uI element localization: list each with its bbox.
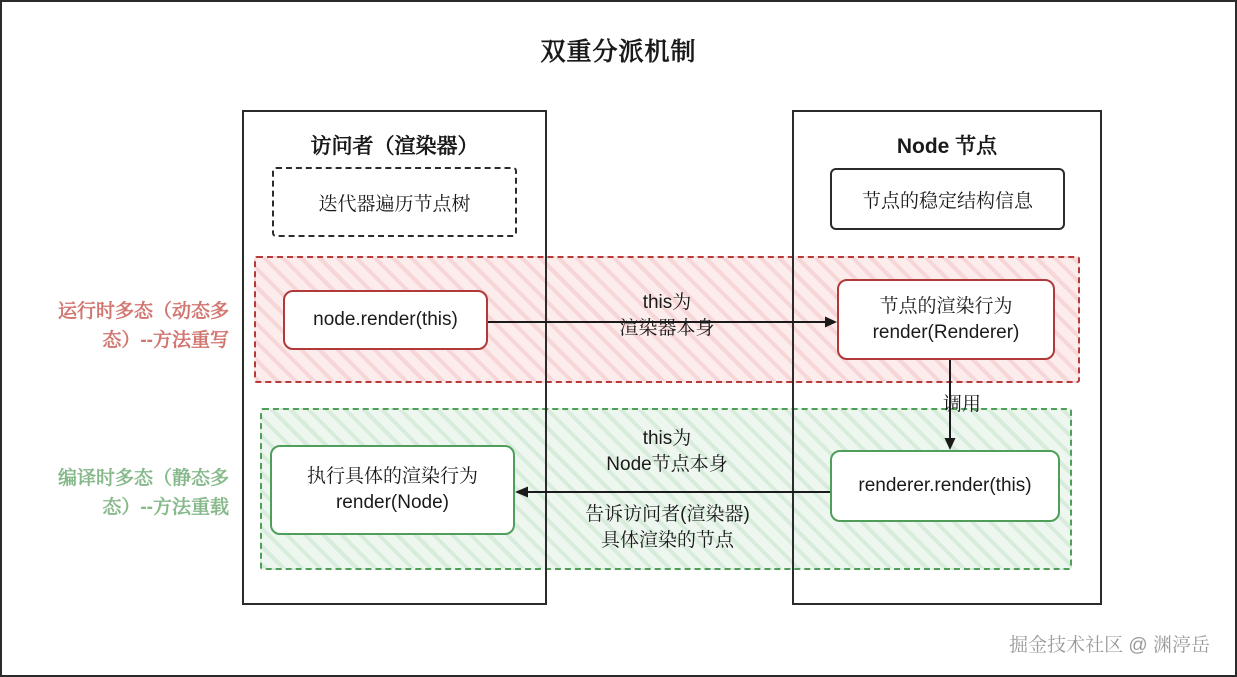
this-node-line2: Node节点本身 xyxy=(606,453,728,475)
page-title: 双重分派机制 xyxy=(540,38,697,66)
arrow-node-to-visitor xyxy=(515,480,833,504)
compile-polymorphism-label: 编译时多态（静态多态）--方法重载 xyxy=(57,468,229,519)
node-structure-note: 节点的稳定结构信息 xyxy=(830,168,1065,230)
node-render-behavior-line2: render(Renderer) xyxy=(872,321,1020,343)
visitor-column-title: 访问者（渲染器） xyxy=(310,135,479,158)
runtime-polymorphism-label: 运行时多态（动态多态）--方法重写 xyxy=(57,301,229,352)
arrow-label-this-renderer xyxy=(557,290,777,341)
this-node-line1: this为 xyxy=(642,428,692,449)
node-render-behavior-line1: 节点的渲染行为 xyxy=(879,295,1013,317)
node-column-title: Node 节点 xyxy=(896,135,998,158)
tell-visitor-line2: 具体渲染的节点 xyxy=(600,529,734,551)
execute-render-behavior-box xyxy=(270,445,515,535)
arrow-label-this-node xyxy=(547,426,787,477)
node-render-this-box: node.render(this) xyxy=(283,290,488,350)
watermark: 掘金技术社区 @ 渊渟岳 xyxy=(1009,635,1210,656)
execute-render-line2: render(Node) xyxy=(335,492,449,513)
this-renderer-line2: 渲染器本身 xyxy=(619,317,715,339)
visitor-iterator-note: 迭代器遍历节点树 xyxy=(272,167,517,237)
renderer-render-this-box: renderer.render(this) xyxy=(830,450,1060,522)
node-render-behavior-box xyxy=(837,279,1055,360)
this-renderer-line1: this为 xyxy=(642,292,692,313)
arrow-label-tell-visitor xyxy=(530,502,805,553)
tell-visitor-line1: 告诉访问者(渲染器) xyxy=(585,504,750,525)
arrow-label-invoke: 调用 xyxy=(942,394,981,415)
execute-render-line1: 执行具体的渲染行为 xyxy=(306,466,478,488)
